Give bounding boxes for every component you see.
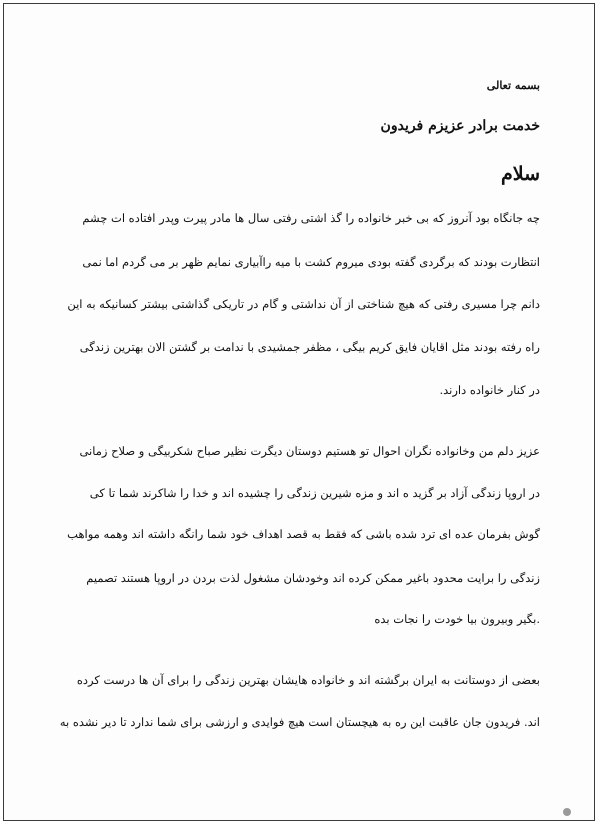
- paragraph-line: انتظارت بودند که برگردی گفته بودی میروم کشت با میه راآبیاری نمایم ظهر بر می گردم اما نمی: [82, 255, 540, 269]
- basmala-heading: بسمه تعالی: [486, 79, 540, 92]
- paragraph-line: در اروپا زندگی آزاد بر گزید ه اند و مزه شیرین زندگی را چشیده اند و خدا را شاکرند شما تا کی: [89, 486, 540, 500]
- paragraph-line: گوش بفرمان عده ای ترد شده باشی که فقط به قصد اهداف خود شما رانگه داشته اند وهمه مواهب: [67, 527, 540, 541]
- paragraph-line: راه رفته بودند مثل اقایان فایق کریم بیگی ، مظفر جمشیدی با ندامت بر گشتن الان بهترین زندگی: [79, 340, 540, 354]
- scan-mark: [563, 808, 571, 816]
- paragraph-line: بعضی از دوستانت به ایران برگشته اند و خانواده هایشان بهترین زندگی را برای آن ها درست کرده: [76, 673, 540, 687]
- paragraph-line: در کنار خانواده دارند.: [439, 383, 540, 397]
- paragraph-line: عزیز دلم من وخانواده نگران احوال تو هستیم دوستان دیگرت نظیر صباح شکربیگی و صلاح زمانی: [79, 444, 540, 458]
- paragraph-line: اند. فریدون جان عاقبت این ره به هیچستان است هیچ فوایدی و ارزشی برای شما ندارد تا دیر نشده به: [59, 715, 540, 729]
- paragraph-line: دانم چرا مسیری رفتی که هیچ شناختی از آن نداشتی و گام در تاریکی گذاشتی بیشتر کسانیکه به این: [67, 297, 540, 311]
- addressee-line: خدمت برادر عزیزم فریدون: [380, 118, 540, 134]
- salutation: سلام: [500, 163, 540, 185]
- paragraph-line: .بگیر وبیرون بیا خودت را نجات بده: [374, 612, 540, 626]
- paragraph-line: زندگی را برایت محدود باغیر ممکن کرده اند وخودشان مشغول لذت بردن در اروپا هستند تصمیم: [86, 571, 540, 585]
- paragraph-line: چه جانگاه بود آنروز که بی خبر خانواده را گذ اشتی رفتی سال ها مادر پیرت وپدر افتاده ات چشم: [82, 211, 540, 225]
